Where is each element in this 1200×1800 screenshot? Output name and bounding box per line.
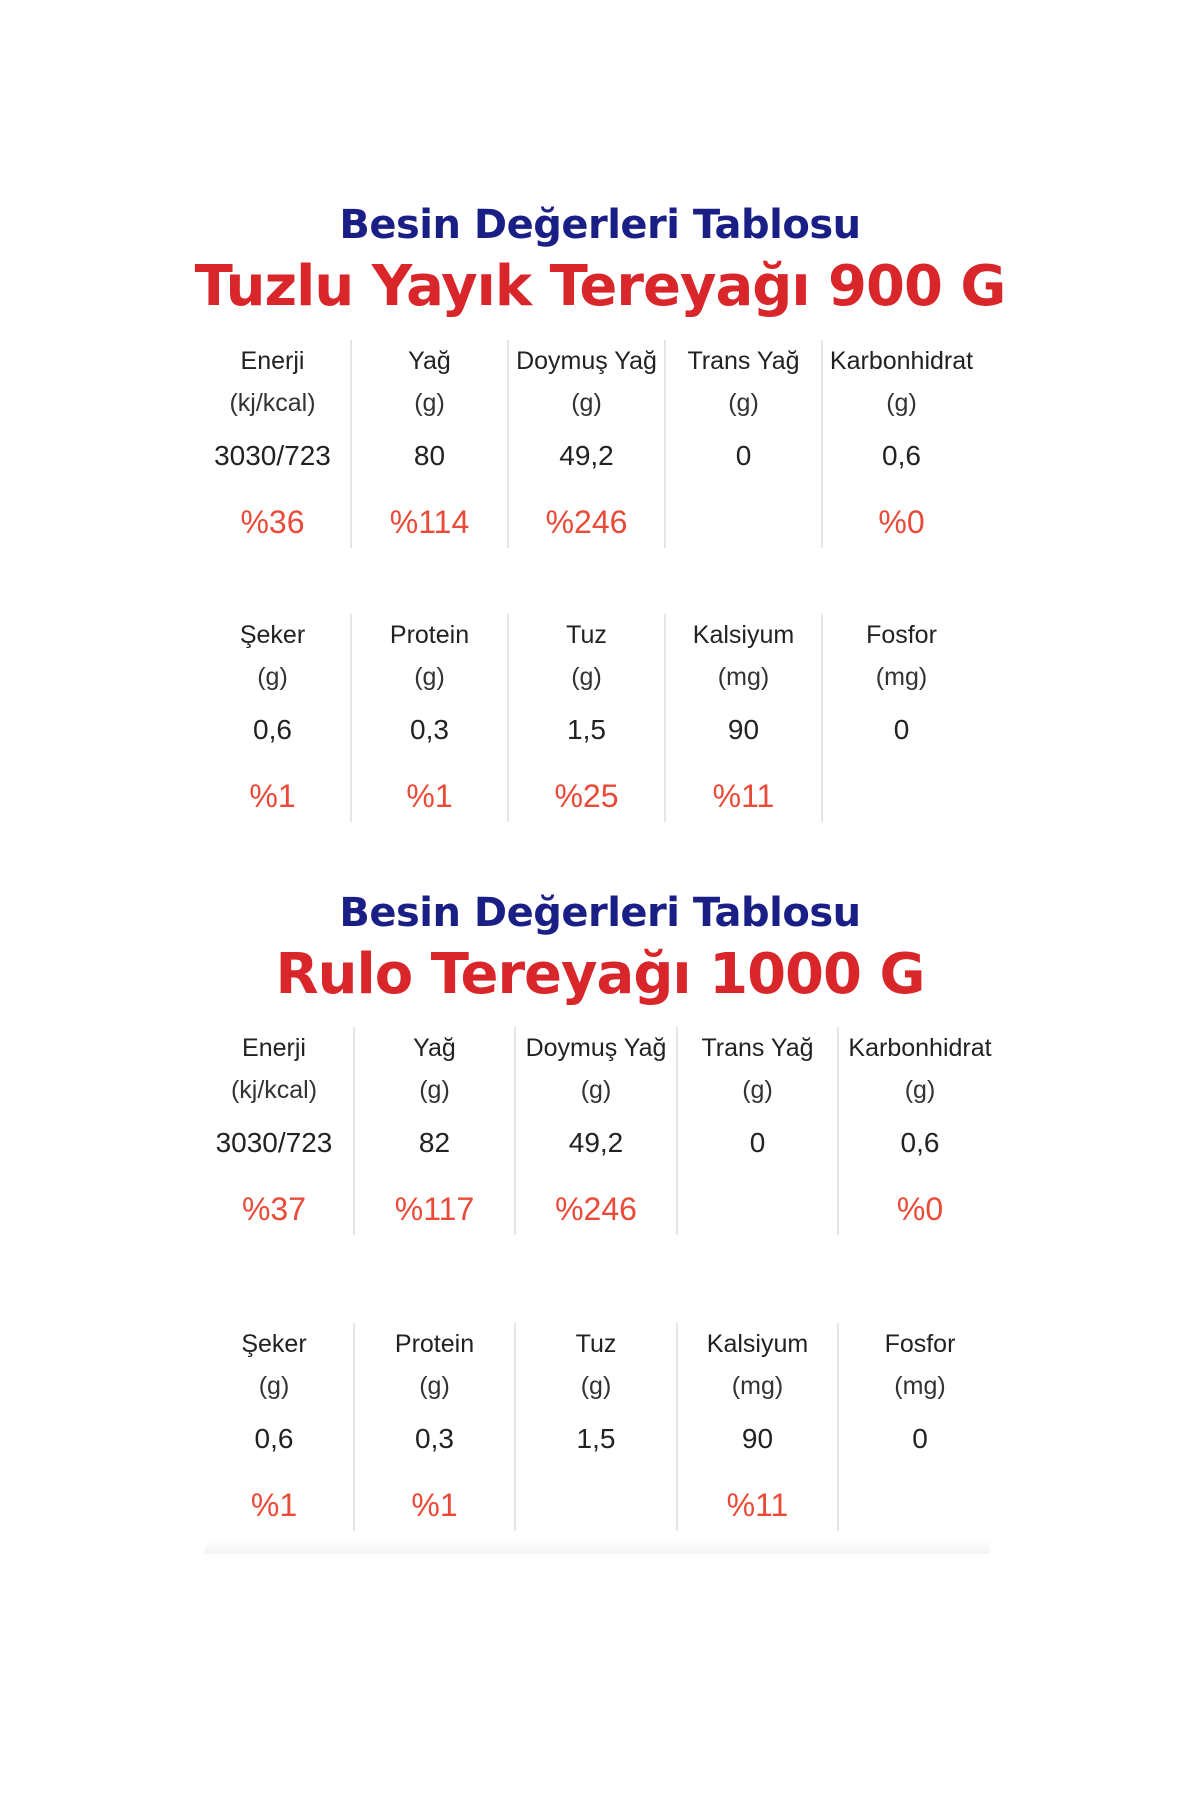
nutrient-percent: %246 (545, 504, 628, 540)
nutrient-unit: (mg) (717, 663, 770, 691)
nutrient-unit: (kj/kcal) (230, 1076, 318, 1104)
nutrient-cell-carbohydrate (823, 340, 980, 548)
nutrient-cell-protein (352, 614, 509, 822)
nutrient-unit: (g) (728, 389, 759, 417)
nutrient-value: 0 (735, 440, 752, 471)
nutrient-label: Karbonhidrat (829, 347, 974, 375)
nutrient-value: 0,3 (410, 714, 449, 745)
nutrient-label: Fosfor (884, 1330, 956, 1358)
nutrient-unit: (mg) (894, 1372, 946, 1400)
nutrient-unit: (g) (257, 663, 288, 691)
nutrient-value: 3030/723 (214, 440, 331, 471)
nutrient-unit: (g) (904, 1076, 936, 1104)
nutrient-value: 49,2 (568, 1127, 624, 1158)
section-supertitle: Besin Değerleri Tablosu (339, 890, 861, 936)
nutrient-unit: (mg) (875, 663, 928, 691)
nutrient-percent (678, 1191, 837, 1227)
nutrient-label: Tuz (566, 621, 607, 649)
nutrient-label: Tuz (575, 1330, 617, 1358)
nutrient-cell-phosphorus (839, 1323, 1001, 1531)
nutrient-unit: (g) (258, 1372, 290, 1400)
nutrient-percent: %1 (250, 1487, 298, 1523)
nutrient-percent: %117 (394, 1191, 475, 1227)
nutrient-value: 1,5 (576, 1423, 616, 1454)
nutrient-cell-trans-fat (678, 1027, 839, 1235)
nutrient-label: Yağ (408, 347, 451, 375)
nutrition-row-1-1 (195, 340, 980, 548)
nutrient-label: Şeker (239, 621, 306, 649)
nutrient-value: 0,6 (900, 1127, 940, 1158)
nutrition-row-2-1 (195, 1027, 1001, 1235)
nutrition-row-2-2 (195, 1323, 1001, 1531)
nutrient-label: Doymuş Yağ (516, 347, 657, 375)
nutrition-section-2 (0, 890, 1200, 1007)
nutrient-unit: (g) (580, 1372, 612, 1400)
nutrient-unit: (g) (571, 389, 602, 417)
nutrient-label: Yağ (413, 1034, 456, 1062)
nutrient-percent: %0 (878, 504, 925, 540)
nutrient-percent: %1 (411, 1487, 458, 1523)
nutrition-section-1 (0, 202, 1200, 319)
bottom-fade-strip (205, 1540, 990, 1554)
nutrient-label: Şeker (241, 1330, 307, 1358)
nutrient-value: 0,6 (882, 440, 921, 471)
nutrient-percent: %1 (249, 778, 296, 814)
nutrient-percent (666, 504, 821, 540)
nutrient-cell-energy (195, 340, 352, 548)
nutrient-label: Protein (394, 1330, 475, 1358)
nutrient-unit: (mg) (731, 1372, 784, 1400)
nutrient-cell-trans-fat (666, 340, 823, 548)
nutrient-label: Enerji (240, 347, 305, 375)
nutrient-label: Doymuş Yağ (525, 1034, 667, 1062)
nutrient-cell-calcium (678, 1323, 839, 1531)
nutrient-label: Kalsiyum (706, 1330, 809, 1358)
nutrient-unit: (g) (580, 1076, 612, 1104)
nutrient-value: 90 (741, 1423, 774, 1454)
nutrient-label: Enerji (242, 1034, 306, 1062)
nutrient-value: 0 (749, 1127, 766, 1158)
nutrient-label: Fosfor (866, 621, 937, 649)
nutrient-cell-saturated-fat (516, 1027, 678, 1235)
nutrient-percent: %1 (406, 778, 453, 814)
nutrient-cell-fat (355, 1027, 516, 1235)
nutrient-percent (516, 1487, 676, 1523)
nutrient-percent: %36 (240, 504, 305, 540)
nutrient-cell-fat (352, 340, 509, 548)
nutrient-unit: (g) (419, 1372, 450, 1400)
nutrient-percent: %11 (726, 1487, 789, 1523)
nutrient-value: 3030/723 (215, 1127, 333, 1158)
nutrient-unit: (g) (742, 1076, 773, 1104)
nutrient-cell-carbohydrate (839, 1027, 1001, 1235)
nutrient-unit: (kj/kcal) (229, 389, 316, 417)
product-title: Tuzlu Yayık Tereyağı 900 G (194, 254, 1006, 319)
nutrient-label: Trans Yağ (701, 1034, 814, 1062)
nutrient-percent: %0 (896, 1191, 944, 1227)
nutrient-value: 0 (912, 1423, 928, 1454)
nutrient-value: 0,6 (253, 714, 292, 745)
nutrient-percent (823, 778, 980, 814)
nutrient-value: 90 (727, 714, 760, 745)
nutrient-label: Protein (389, 621, 470, 649)
nutrient-label: Kalsiyum (692, 621, 795, 649)
nutrition-row-1-2 (195, 614, 980, 822)
nutrient-unit: (g) (571, 663, 602, 691)
nutrient-cell-sugar (195, 1323, 355, 1531)
nutrient-unit: (g) (886, 389, 917, 417)
nutrient-percent: %37 (241, 1191, 307, 1227)
nutrient-value: 0,3 (415, 1423, 454, 1454)
nutrient-percent (839, 1487, 1001, 1523)
nutrient-unit: (g) (419, 1076, 450, 1104)
section-supertitle: Besin Değerleri Tablosu (339, 202, 861, 248)
nutrient-unit: (g) (414, 663, 445, 691)
nutrient-value: 1,5 (567, 714, 606, 745)
nutrient-cell-calcium (666, 614, 823, 822)
nutrient-percent: %114 (389, 504, 470, 540)
nutrient-value: 0,6 (254, 1423, 294, 1454)
nutrient-value: 0 (893, 714, 910, 745)
nutrient-cell-phosphorus (823, 614, 980, 822)
nutrient-cell-energy (195, 1027, 355, 1235)
nutrient-cell-salt (509, 614, 666, 822)
nutrient-percent: %11 (712, 778, 775, 814)
nutrient-percent: %246 (555, 1191, 637, 1227)
nutrient-cell-protein (355, 1323, 516, 1531)
nutrient-label: Karbonhidrat (848, 1034, 992, 1062)
nutrient-label: Trans Yağ (687, 347, 800, 375)
nutrient-value: 82 (418, 1127, 451, 1158)
nutrient-value: 80 (413, 440, 446, 471)
product-title: Rulo Tereyağı 1000 G (275, 942, 925, 1007)
nutrient-percent: %25 (554, 778, 619, 814)
nutrient-cell-sugar (195, 614, 352, 822)
nutrient-unit: (g) (414, 389, 445, 417)
nutrient-cell-salt (516, 1323, 678, 1531)
nutrient-cell-saturated-fat (509, 340, 666, 548)
nutrient-value: 49,2 (559, 440, 614, 471)
